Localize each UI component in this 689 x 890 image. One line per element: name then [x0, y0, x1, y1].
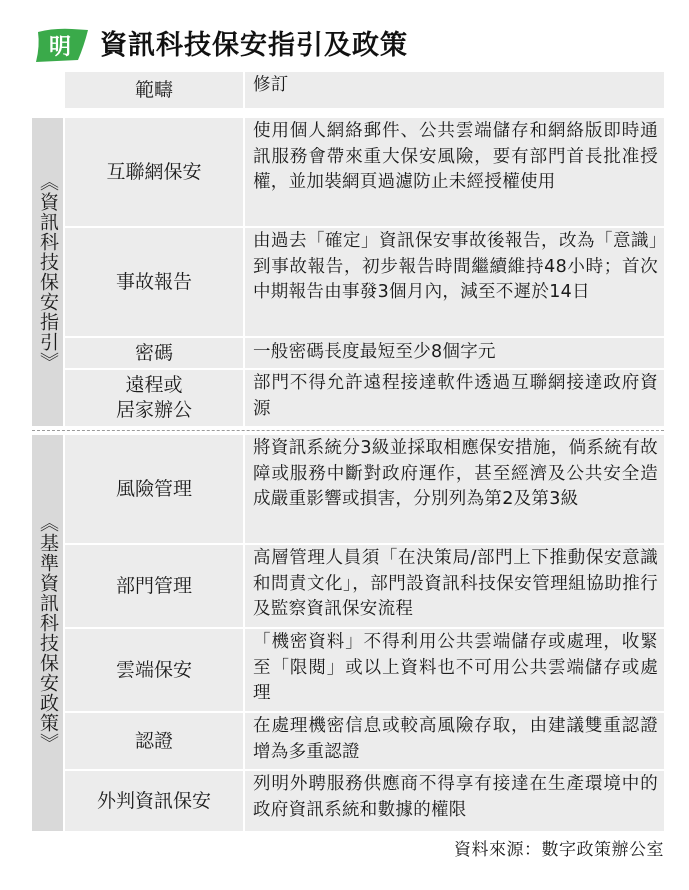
dashed-divider [32, 430, 664, 431]
category-cell: 互聯網保安 [65, 118, 243, 226]
revision-cell: 由過去「確定」資訊保安事故後報告，改為「意識」到事故報告，初步報告時間繼續維持48小時；首次中期報告由事發3個月內，減至不遲於14日 [245, 228, 664, 336]
column-header-category: 範疇 [65, 72, 243, 108]
category-cell: 部門管理 [65, 545, 243, 627]
category-cell: 遠程或 居家辦公 [65, 370, 243, 426]
revision-cell: 使用個人網絡郵件、公共雲端儲存和網絡版即時通訊服務會帶來重大保安風險，要有部門首長批准授權，並加裝網頁過濾防止未經授權使用 [245, 118, 664, 226]
table-row [65, 435, 664, 543]
svg-text:明: 明 [48, 35, 72, 60]
column-header-revision: 修訂 [245, 72, 664, 108]
page-title: 資訊科技保安指引及政策 [100, 30, 408, 61]
group-label: 《資訊科技保安指引》 [37, 172, 59, 372]
revision-cell: 列明外聘服務供應商不得享有接達在生產環境中的政府資訊系統和數據的權限 [245, 771, 664, 831]
source-note: 資料來源：數字政策辦公室 [454, 840, 664, 860]
revision-cell: 「機密資料」不得利用公共雲端儲存或處理，收緊至「限閱」或以上資料也不可用公共雲端儲存或處理 [245, 629, 664, 711]
revision-cell: 部門不得允許遠程接達軟件透過互聯網接達政府資源 [245, 370, 664, 426]
group-label: 《基準資訊科技保安政策》 [37, 513, 59, 753]
ming-pao-logo-icon [34, 26, 90, 64]
table-header [32, 72, 664, 108]
policy-table [32, 72, 664, 820]
table-row [65, 713, 664, 769]
group-label-side [32, 435, 63, 831]
table-row [65, 228, 664, 336]
header [0, 0, 689, 70]
category-cell: 雲端保安 [65, 629, 243, 711]
group-baseline-policy [32, 435, 664, 831]
revision-cell: 在處理機密信息或較高風險存取，由建議雙重認證增為多重認證 [245, 713, 664, 769]
category-cell: 密碼 [65, 338, 243, 368]
category-cell: 認證 [65, 713, 243, 769]
category-cell: 風險管理 [65, 435, 243, 543]
category-cell: 外判資訊保安 [65, 771, 243, 831]
group-guidelines [32, 118, 664, 426]
table-row [65, 370, 664, 426]
table-row [65, 545, 664, 627]
group-label-side [32, 118, 63, 426]
table-row [65, 629, 664, 711]
revision-cell: 高層管理人員須「在決策局/部門上下推動保安意識和問責文化」，部門設資訊科技保安管理組協助推行及監察資訊保安流程 [245, 545, 664, 627]
revision-cell: 一般密碼長度最短至少8個字元 [245, 338, 664, 368]
table-row [65, 338, 664, 368]
revision-cell: 將資訊系統分3級並採取相應保安措施，倘系統有故障或服務中斷對政府運作，甚至經濟及公共安全造成嚴重影響或損害，分別列為第2及第3級 [245, 435, 664, 543]
category-cell: 事故報告 [65, 228, 243, 336]
table-row [65, 771, 664, 831]
table-row [65, 118, 664, 226]
group-divider [32, 426, 664, 435]
